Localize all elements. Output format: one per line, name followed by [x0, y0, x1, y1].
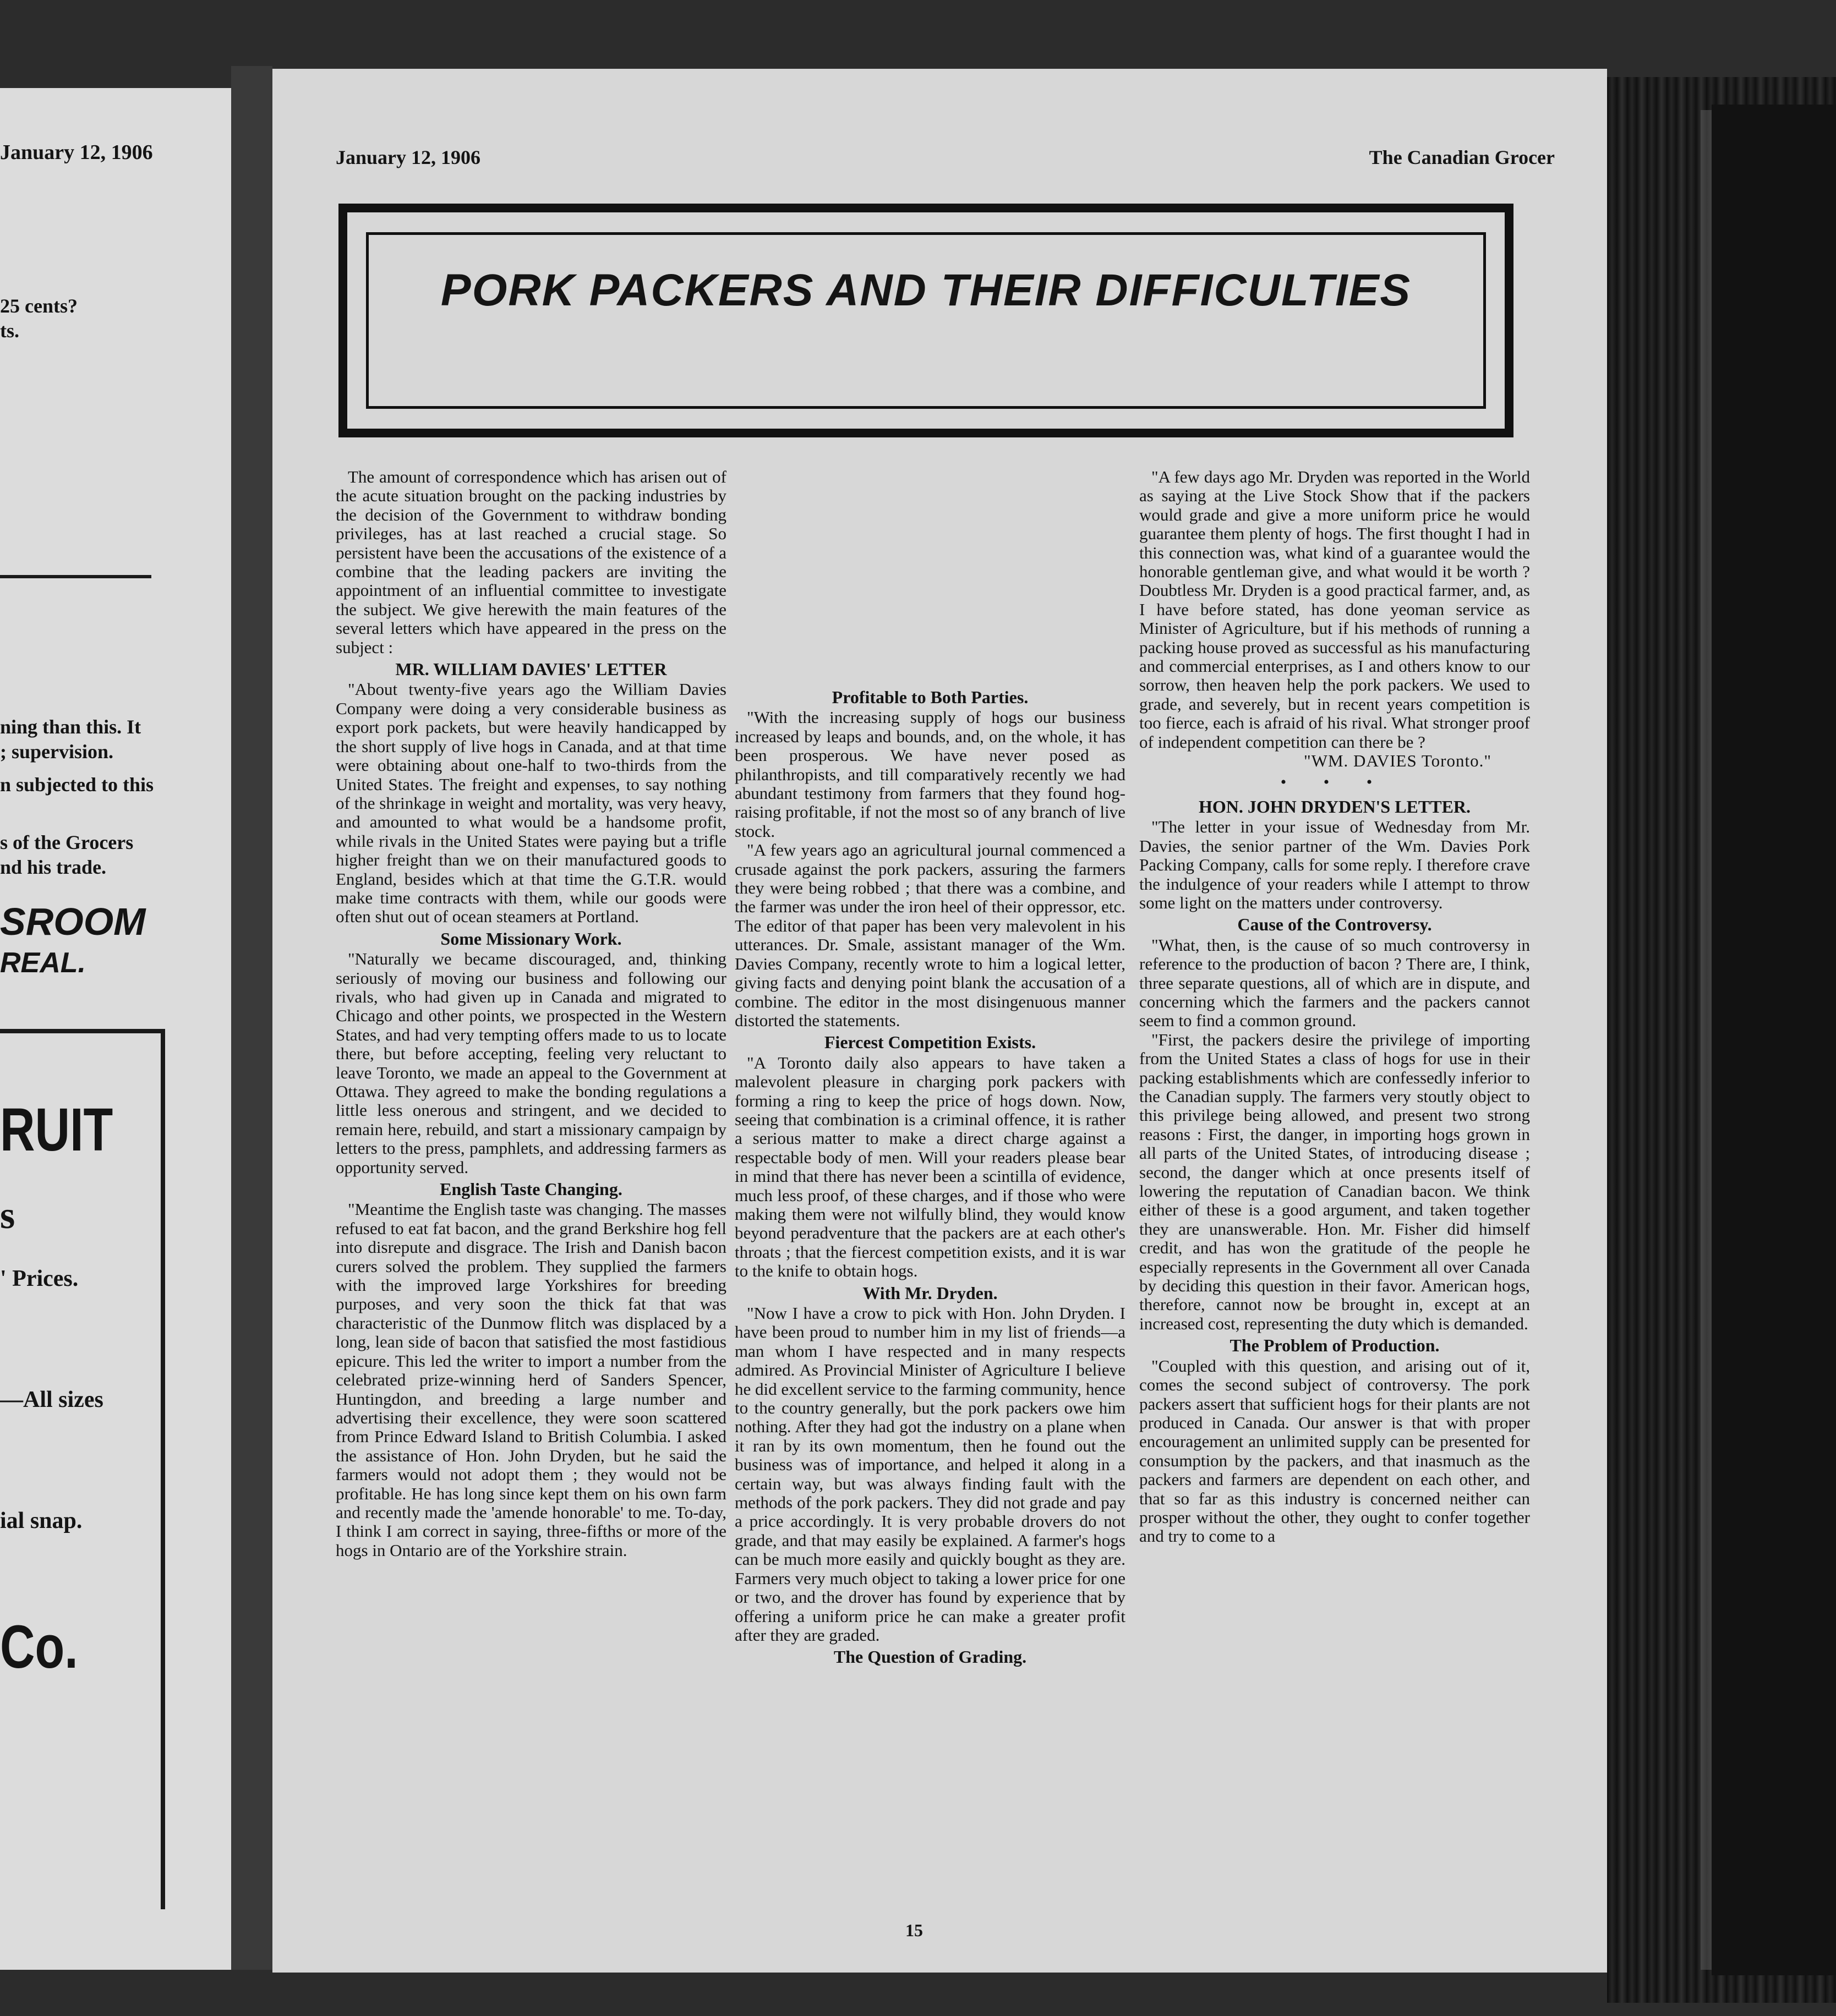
section-heading: English Taste Changing. [440, 1179, 622, 1199]
section-heading: The Question of Grading. [833, 1647, 1027, 1667]
paragraph: "The letter in your issue of Wednesday from Mr. Davies, the senior partner of the Wm. Davies Pork Packing Company, calls for some reply. I therefore crave the indulgence of your readers while I attempt to throw some light on the matters under controversy. [1139, 817, 1530, 912]
left-fragment: ial snap. [0, 1508, 83, 1533]
publication-name: The Canadian Grocer [1369, 146, 1555, 168]
section-heading: Cause of the Controversy. [1237, 914, 1432, 935]
section-heading: MR. WILLIAM DAVIES' LETTER [395, 659, 667, 680]
section-heading: With Mr. Dryden. [862, 1283, 998, 1303]
page-gutter [231, 66, 272, 1970]
page-date: January 12, 1906 [336, 146, 481, 168]
paragraph: "First, the packers desire the privilege of importing from the United States a class of hogs for use in their packing establishments which are confessedly inferior to the Canadian supply. The farmers very stoutly object to this privilege being allowed, and present two strong reasons : First, the danger, in importing hogs grown in all parts of the United States, of introducing disease ; second, the danger which at once presents itself of lowering the reputation of Canadian bacon. We think either of these is a good argument, and taken together they are unanswerable. Hon. Mr. Fisher did himself credit, and has won the gratitude of the people he especially represents in the Government all over Canada by deciding this question in their favor. American hogs, therefore, cannot now be brought in, except at an increased cost, representing the duty which is demanded. [1139, 1029, 1530, 1333]
left-fragment: —All sizes [0, 1387, 103, 1412]
section-separator: • • • [1280, 773, 1389, 791]
left-fragment: RUIT [0, 1096, 113, 1164]
book-page-edges [1607, 77, 1836, 2003]
section-heading: Fiercest Competition Exists. [824, 1032, 1036, 1053]
left-fragment: s of the Grocers [0, 831, 134, 853]
left-fragment: SROOM [0, 900, 146, 943]
left-fragment: Co. [0, 1613, 78, 1681]
left-fragment: ' Prices. [0, 1266, 79, 1291]
title-box [338, 204, 1513, 437]
page-number: 15 [905, 1920, 923, 1940]
newspaper-page [272, 69, 1607, 1973]
left-ad-border [161, 1029, 165, 1909]
left-ad-border [0, 1029, 165, 1033]
left-facing-page [0, 88, 231, 1970]
article-title: PORK PACKERS AND THEIR DIFFICULTIES [440, 265, 1412, 315]
left-fragment: ts. [0, 320, 19, 342]
column-3 [1139, 468, 1530, 1546]
paragraph: "A few years ago an agricultural journal commenced a crusade against the pork packers, assuring the farmers they were being robbed ; that there was a combine, and the farmer was under the iron heel of their oppressor, etc. The editor of that paper has been very malevolent in his utterances. Dr. Smale, assistant manager of the Wm. Davies Company, recently wrote to him a logical letter, giving facts and denying point blank the accusation of a combine. The editor in the most disingenuous manner distorted the statements. [735, 840, 1125, 1030]
left-fragment: nd his trade. [0, 856, 107, 878]
paragraph: "Now I have a crow to pick with Hon. John Dryden. I have been proud to number him in my list of friends—a man whom I have respected and in many respects admired. As Provincial Minister of Agriculture I believe he did excellent service to the farming community, hence to the country generally, but the pork packers owe him nothing. After they had got the industry on a plane when it ran by its own momentum, then he found out the business was of importance, and helped it along in a certain way, but was always finding fault with the methods of the pork packers. They did not grade and pay a price accordingly. It is very probable drovers do not grade, and that may easily be explained. A farmer's hogs can be much more easily and quickly bought as they are. Farmers very much object to taking a lower price for one or two, and the drover has found by experience that by offering a uniform price he can make a greater profit after they are graded. [735, 1303, 1125, 1645]
left-fragment: n subjected to this [0, 774, 154, 796]
column-1 [336, 468, 726, 1560]
paragraph: "A Toronto daily also appears to have taken a malevolent pleasure in charging pork packers with forming a ring to keep the price of hogs down. Now, seeing that combination is a criminal offence, it is rather a serious matter to make a direct charge against a respectable body of men. Will your readers please bear in mind that there has never been a scintilla of evidence, much less proof, of these charges, and if those who were making them were not wilfully blind, they would know beyond peradventure that the packers are at each other's throats ; that the fiercest competition exists, and it is war to the knife to obtain hogs. [735, 1053, 1125, 1281]
left-fragment: ; supervision. [0, 741, 114, 763]
left-fragment: ning than this. It [0, 716, 141, 738]
paragraph: "About twenty-five years ago the William Davies Company were doing a very considerable business as export pork packets, but were heavily handicapped by the short supply of live hogs in Canada, and at that time were obtaining about one-half to two-thirds from the United States. The freight and expenses, to say nothing of the shrinkage in weight and mortality, was very heavy, and amounted to what would be a handsome profit, while rivals in the United States were paying but a trifle higher freight than we on their manufactured goods to England, besides which at that time the G.T.R. would make time contracts with them, while our goods were often shut out of ocean steamers at Portland. [336, 680, 726, 927]
section-heading: The Problem of Production. [1230, 1335, 1440, 1356]
column-2 [735, 685, 1125, 1668]
section-heading: Profitable to Both Parties. [832, 687, 1029, 707]
intro-paragraph: The amount of correspondence which has arisen out of the acute situation brought on the packing industries by the decision of the Government to withdraw bonding privileges, has at last reached a crucial stage. So persistent have been the accusations of the existence of a combine that the leading packers are inviting the appointment of an influential committee to investigate the subject. We give herewith the main features of the several letters which have appeared in the press on the subject : [336, 467, 726, 657]
section-heading: HON. JOHN DRYDEN'S LETTER. [1198, 796, 1471, 817]
book-cover-edge [1712, 105, 1836, 1975]
left-fragment: REAL. [0, 947, 86, 979]
paragraph: "Naturally we became discouraged, and, thinking seriously of moving our business and following our rivals, who had given up in Canada and migrated to Chicago and other points, we prospected in the Western States, and had very tempting offers made to us to locate there, but before accepting, feeling very reluctant to leave Toronto, we made an appeal to the Government at Ottawa. They agreed to make the bonding regulations a little less onerous and stringent, and we decided to remain here, rebuild, and start a missionary campaign by letters to the press, pamphlets, and addressing farmers as opportunity served. [336, 949, 726, 1177]
signature: "WM. DAVIES Toronto." [1304, 751, 1491, 771]
left-divider [0, 575, 151, 578]
section-heading: Some Missionary Work. [440, 928, 622, 949]
paragraph: "What, then, is the cause of so much controversy in reference to the production of bacon ? There are, I think, three separate questions, all of which are in dispute, and concerning which the farmers and the packers cannot seem to find a common ground. [1139, 935, 1530, 1031]
paragraph: "Meantime the English taste was changing. The masses refused to eat fat bacon, and the grand Berkshire hog fell into disrepute and disgrace. The Irish and Danish bacon curers solved the problem. They supplied the farmers with the improved large Yorkshires for breeding purposes, and very soon the thick fat that was characteristic of the Dunmow flitch was displaced by a long, lean side of bacon that satisfied the most fastidious epicure. This led the writer to import a number from the celebrated prize-winning herd of Sanders Spencer, Huntingdon, and breeding a large number and advertising their excellence, they were soon scattered from Prince Edward Island to British Columbia. I asked the assistance of Hon. John Dryden, but he said the farmers would not adopt them ; they would not be profitable. He has long since kept them on his own farm and recently made the 'amende honorable' to me. To-day, I think I am correct in saying, three-fifths or more of the hogs in Ontario are of the Yorkshire strain. [336, 1199, 726, 1560]
paragraph: "With the increasing supply of hogs our business increased by leaps and bounds, and, on the whole, it has been prosperous. We have never posed as philanthropists, and till comparatively recently we had abundant testimony from farmers that they found hog-raising profitable, if not the most so of any branch of live stock. [735, 708, 1125, 841]
left-fragment: s [0, 1195, 15, 1237]
paragraph: "Coupled with this question, and arising out of it, comes the second subject of controversy. The pork packers assert that sufficient hogs for their plants are not produced in Canada. Our answer is that with proper encouragement an unlimited supply can be presented for consumption by the packers, and that inasmuch as the packers and farmers are dependent on each other, and that so far as this industry is concerned neither can prosper without the other, they ought to confer together and try to come to a [1139, 1356, 1530, 1546]
left-fragment: 25 cents? [0, 295, 78, 317]
paragraph: "A few days ago Mr. Dryden was reported in the World as saying at the Live Stock Show that if the packers would grade and give a more uniform price he would guarantee them plenty of hogs. The first thought I had in this connection was, what kind of a guarantee would the honorable gentleman give, and what would it be worth ? Doubtless Mr. Dryden is a good practical farmer, and, as I have before stated, has done yeoman service as Minister of Agriculture, but if his methods of running a packing house proved as successful as his manufacturing and commercial enterprises, as I and others know to our sorrow, then heaven help the pork packers. We used to grade, and severely, but in recent years competition is too fierce, each is afraid of his rival. What stronger proof of independent competition can there be ? [1139, 467, 1530, 752]
left-page-date: January 12, 1906 [0, 141, 153, 164]
title-inner-border [366, 232, 1486, 409]
